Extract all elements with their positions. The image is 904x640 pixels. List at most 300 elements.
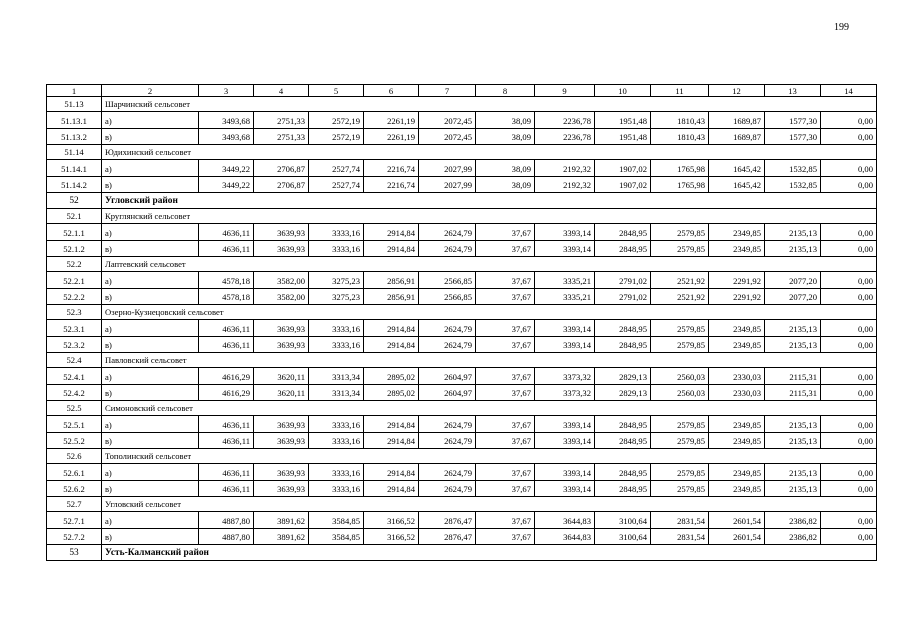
- value-cell: 2560,03: [651, 384, 709, 401]
- value-cell: 2848,95: [595, 432, 651, 449]
- value-cell: 2135,13: [765, 416, 821, 433]
- row-variant: в): [102, 336, 199, 353]
- row-code: 52.2: [47, 257, 102, 272]
- value-cell: 2330,03: [709, 384, 765, 401]
- value-cell: 3335,21: [535, 288, 595, 305]
- table-row: [47, 112, 877, 129]
- row-variant: в): [102, 384, 199, 401]
- value-cell: 2386,82: [765, 528, 821, 545]
- value-cell: 3275,23: [309, 272, 364, 289]
- value-cell: 3639,93: [254, 320, 309, 337]
- value-cell: 2192,32: [535, 160, 595, 177]
- table-row: [47, 528, 877, 545]
- value-cell: 2856,91: [364, 272, 419, 289]
- value-cell: 37,67: [476, 240, 535, 257]
- value-cell: 2604,97: [419, 384, 476, 401]
- value-cell: 3373,32: [535, 368, 595, 385]
- value-cell: 0,00: [821, 288, 877, 305]
- value-cell: 2624,79: [419, 240, 476, 257]
- value-cell: 37,67: [476, 512, 535, 529]
- value-cell: 0,00: [821, 240, 877, 257]
- settlement-name: Юдихинский сельсовет: [102, 145, 877, 160]
- value-cell: 2566,85: [419, 272, 476, 289]
- table-row: [47, 432, 877, 449]
- value-cell: 3333,16: [309, 320, 364, 337]
- value-cell: 2349,85: [709, 320, 765, 337]
- value-cell: 4616,29: [199, 368, 254, 385]
- value-cell: 3166,52: [364, 512, 419, 529]
- value-cell: 2572,19: [309, 112, 364, 129]
- row-code: 53: [47, 545, 102, 561]
- value-cell: 1951,48: [595, 128, 651, 145]
- header-cell: 8: [476, 85, 535, 97]
- value-cell: 4887,80: [199, 528, 254, 545]
- value-cell: 3449,22: [199, 176, 254, 193]
- value-cell: 2848,95: [595, 416, 651, 433]
- value-cell: 1951,48: [595, 112, 651, 129]
- value-cell: 37,67: [476, 320, 535, 337]
- value-cell: 1645,42: [709, 176, 765, 193]
- row-variant: в): [102, 128, 199, 145]
- row-code: 51.14.2: [47, 176, 102, 193]
- value-cell: 1810,43: [651, 128, 709, 145]
- value-cell: 3582,00: [254, 288, 309, 305]
- value-cell: 2601,54: [709, 528, 765, 545]
- row-code: 52.3.1: [47, 320, 102, 337]
- value-cell: 2848,95: [595, 224, 651, 241]
- value-cell: 3333,16: [309, 416, 364, 433]
- value-cell: 3620,11: [254, 384, 309, 401]
- value-cell: 2579,85: [651, 480, 709, 497]
- value-cell: 2349,85: [709, 416, 765, 433]
- value-cell: 2914,84: [364, 432, 419, 449]
- row-variant: а): [102, 512, 199, 529]
- value-cell: 4578,18: [199, 288, 254, 305]
- page-number: 199: [834, 22, 849, 33]
- value-cell: 2624,79: [419, 432, 476, 449]
- table-row: [47, 384, 877, 401]
- value-cell: 0,00: [821, 128, 877, 145]
- value-cell: 3493,68: [199, 112, 254, 129]
- value-cell: 2706,87: [254, 160, 309, 177]
- header-cell: 1: [47, 85, 102, 97]
- value-cell: 3620,11: [254, 368, 309, 385]
- table-row: [47, 416, 877, 433]
- section-row: [47, 97, 877, 112]
- value-cell: 3333,16: [309, 432, 364, 449]
- value-cell: 2791,02: [595, 272, 651, 289]
- table-row: [47, 512, 877, 529]
- row-code: 52.3: [47, 305, 102, 320]
- row-variant: в): [102, 432, 199, 449]
- value-cell: 37,67: [476, 528, 535, 545]
- value-cell: 4636,11: [199, 464, 254, 481]
- value-cell: 2579,85: [651, 432, 709, 449]
- value-cell: 2236,78: [535, 128, 595, 145]
- value-cell: 2135,13: [765, 224, 821, 241]
- value-cell: 2521,92: [651, 272, 709, 289]
- value-cell: 2349,85: [709, 240, 765, 257]
- table-row: [47, 176, 877, 193]
- value-cell: 2848,95: [595, 240, 651, 257]
- table-row: [47, 240, 877, 257]
- district-row: [47, 545, 877, 561]
- row-variant: а): [102, 464, 199, 481]
- row-code: 51.14: [47, 145, 102, 160]
- row-code: 52.7: [47, 497, 102, 512]
- row-code: 51.13: [47, 97, 102, 112]
- table-row: [47, 480, 877, 497]
- value-cell: 2876,47: [419, 528, 476, 545]
- value-cell: 1577,30: [765, 112, 821, 129]
- row-code: 52.7.1: [47, 512, 102, 529]
- value-cell: 4636,11: [199, 336, 254, 353]
- row-variant: в): [102, 288, 199, 305]
- value-cell: 3333,16: [309, 336, 364, 353]
- value-cell: 2791,02: [595, 288, 651, 305]
- settlement-name: Симоновский сельсовет: [102, 401, 877, 416]
- value-cell: 2895,02: [364, 368, 419, 385]
- header-cell: 5: [309, 85, 364, 97]
- row-variant: а): [102, 320, 199, 337]
- header-cell: 2: [102, 85, 199, 97]
- value-cell: 0,00: [821, 368, 877, 385]
- row-code: 52.1: [47, 209, 102, 224]
- value-cell: 2848,95: [595, 480, 651, 497]
- row-code: 52.4: [47, 353, 102, 368]
- value-cell: 4636,11: [199, 240, 254, 257]
- section-row: [47, 209, 877, 224]
- value-cell: 2914,84: [364, 416, 419, 433]
- value-cell: 2216,74: [364, 160, 419, 177]
- value-cell: 4887,80: [199, 512, 254, 529]
- row-variant: а): [102, 416, 199, 433]
- value-cell: 2579,85: [651, 336, 709, 353]
- value-cell: 2349,85: [709, 480, 765, 497]
- row-variant: в): [102, 480, 199, 497]
- value-cell: 4636,11: [199, 416, 254, 433]
- value-cell: 1532,85: [765, 176, 821, 193]
- value-cell: 2624,79: [419, 464, 476, 481]
- row-variant: а): [102, 224, 199, 241]
- header-cell: 3: [199, 85, 254, 97]
- row-code: 52.6.2: [47, 480, 102, 497]
- value-cell: 2914,84: [364, 336, 419, 353]
- value-cell: 3100,64: [595, 512, 651, 529]
- value-cell: 3393,14: [535, 416, 595, 433]
- header-cell: 9: [535, 85, 595, 97]
- section-row: [47, 449, 877, 464]
- value-cell: 3584,85: [309, 512, 364, 529]
- value-cell: 3644,83: [535, 528, 595, 545]
- value-cell: 2077,20: [765, 272, 821, 289]
- value-cell: 0,00: [821, 320, 877, 337]
- settlement-name: Лаптевский сельсовет: [102, 257, 877, 272]
- header-cell: 10: [595, 85, 651, 97]
- value-cell: 2848,95: [595, 336, 651, 353]
- value-cell: 2135,13: [765, 336, 821, 353]
- value-cell: 3393,14: [535, 240, 595, 257]
- value-cell: 37,67: [476, 368, 535, 385]
- value-cell: 2751,33: [254, 112, 309, 129]
- value-cell: 2895,02: [364, 384, 419, 401]
- value-cell: 0,00: [821, 176, 877, 193]
- header-cell: 4: [254, 85, 309, 97]
- tariff-table: [46, 84, 877, 561]
- settlement-name: Угловский сельсовет: [102, 497, 877, 512]
- value-cell: 2135,13: [765, 432, 821, 449]
- value-cell: 3891,62: [254, 528, 309, 545]
- section-row: [47, 401, 877, 416]
- value-cell: 1810,43: [651, 112, 709, 129]
- value-cell: 2027,99: [419, 176, 476, 193]
- value-cell: 0,00: [821, 384, 877, 401]
- value-cell: 2192,32: [535, 176, 595, 193]
- value-cell: 3333,16: [309, 464, 364, 481]
- row-variant: в): [102, 240, 199, 257]
- row-variant: а): [102, 272, 199, 289]
- value-cell: 3639,93: [254, 480, 309, 497]
- header-cell: 14: [821, 85, 877, 97]
- value-cell: 2914,84: [364, 320, 419, 337]
- value-cell: 3493,68: [199, 128, 254, 145]
- value-cell: 3275,23: [309, 288, 364, 305]
- value-cell: 3644,83: [535, 512, 595, 529]
- row-code: 51.14.1: [47, 160, 102, 177]
- section-row: [47, 145, 877, 160]
- value-cell: 2624,79: [419, 480, 476, 497]
- value-cell: 38,09: [476, 112, 535, 129]
- value-cell: 0,00: [821, 336, 877, 353]
- district-name: Угловский район: [102, 193, 877, 209]
- value-cell: 2115,31: [765, 384, 821, 401]
- row-code: 52.5.1: [47, 416, 102, 433]
- row-code: 52.1.1: [47, 224, 102, 241]
- value-cell: 1577,30: [765, 128, 821, 145]
- value-cell: 2856,91: [364, 288, 419, 305]
- value-cell: 1689,87: [709, 112, 765, 129]
- value-cell: 2751,33: [254, 128, 309, 145]
- value-cell: 3639,93: [254, 224, 309, 241]
- row-code: 52.5.2: [47, 432, 102, 449]
- value-cell: 3639,93: [254, 240, 309, 257]
- value-cell: 37,67: [476, 272, 535, 289]
- settlement-name: Круглянский сельсовет: [102, 209, 877, 224]
- value-cell: 0,00: [821, 480, 877, 497]
- value-cell: 3584,85: [309, 528, 364, 545]
- row-variant: а): [102, 368, 199, 385]
- value-cell: 3582,00: [254, 272, 309, 289]
- value-cell: 0,00: [821, 432, 877, 449]
- row-variant: а): [102, 160, 199, 177]
- row-code: 52.5: [47, 401, 102, 416]
- row-code: 51.13.2: [47, 128, 102, 145]
- settlement-name: Тополинский сельсовет: [102, 449, 877, 464]
- value-cell: 2291,92: [709, 272, 765, 289]
- value-cell: 2261,19: [364, 128, 419, 145]
- value-cell: 37,67: [476, 288, 535, 305]
- value-cell: 0,00: [821, 272, 877, 289]
- value-cell: 3891,62: [254, 512, 309, 529]
- value-cell: 3393,14: [535, 464, 595, 481]
- value-cell: 0,00: [821, 512, 877, 529]
- value-cell: 2349,85: [709, 464, 765, 481]
- table-row: [47, 464, 877, 481]
- value-cell: 2914,84: [364, 224, 419, 241]
- value-cell: 38,09: [476, 160, 535, 177]
- value-cell: 3313,34: [309, 384, 364, 401]
- value-cell: 3333,16: [309, 240, 364, 257]
- row-code: 52.2.2: [47, 288, 102, 305]
- table-row: [47, 336, 877, 353]
- value-cell: 4636,11: [199, 320, 254, 337]
- value-cell: 2829,13: [595, 368, 651, 385]
- value-cell: 4636,11: [199, 432, 254, 449]
- value-cell: 2579,85: [651, 240, 709, 257]
- value-cell: 2624,79: [419, 416, 476, 433]
- value-cell: 2072,45: [419, 128, 476, 145]
- row-code: 51.13.1: [47, 112, 102, 129]
- value-cell: 3393,14: [535, 336, 595, 353]
- value-cell: 2115,31: [765, 368, 821, 385]
- value-cell: 0,00: [821, 160, 877, 177]
- value-cell: 37,67: [476, 384, 535, 401]
- value-cell: 3313,34: [309, 368, 364, 385]
- value-cell: 3639,93: [254, 432, 309, 449]
- value-cell: 3373,32: [535, 384, 595, 401]
- value-cell: 2135,13: [765, 320, 821, 337]
- section-row: [47, 353, 877, 368]
- value-cell: 2579,85: [651, 464, 709, 481]
- table-row: [47, 368, 877, 385]
- value-cell: 3393,14: [535, 432, 595, 449]
- table-row: [47, 160, 877, 177]
- value-cell: 38,09: [476, 128, 535, 145]
- value-cell: 4636,11: [199, 224, 254, 241]
- value-cell: 2527,74: [309, 176, 364, 193]
- value-cell: 0,00: [821, 416, 877, 433]
- value-cell: 2914,84: [364, 480, 419, 497]
- header-cell: 11: [651, 85, 709, 97]
- value-cell: 3100,64: [595, 528, 651, 545]
- table-row: [47, 272, 877, 289]
- value-cell: 2349,85: [709, 224, 765, 241]
- value-cell: 2848,95: [595, 320, 651, 337]
- value-cell: 3639,93: [254, 464, 309, 481]
- value-cell: 2560,03: [651, 368, 709, 385]
- value-cell: 4578,18: [199, 272, 254, 289]
- value-cell: 2330,03: [709, 368, 765, 385]
- value-cell: 0,00: [821, 112, 877, 129]
- row-code: 52.6.1: [47, 464, 102, 481]
- value-cell: 3393,14: [535, 224, 595, 241]
- value-cell: 2914,84: [364, 240, 419, 257]
- value-cell: 2027,99: [419, 160, 476, 177]
- value-cell: 2876,47: [419, 512, 476, 529]
- row-variant: в): [102, 528, 199, 545]
- value-cell: 2291,92: [709, 288, 765, 305]
- value-cell: 2601,54: [709, 512, 765, 529]
- value-cell: 37,67: [476, 416, 535, 433]
- value-cell: 2831,54: [651, 512, 709, 529]
- table-row: [47, 128, 877, 145]
- value-cell: 38,09: [476, 176, 535, 193]
- value-cell: 2349,85: [709, 432, 765, 449]
- value-cell: 2216,74: [364, 176, 419, 193]
- header-cell: 13: [765, 85, 821, 97]
- section-row: [47, 257, 877, 272]
- value-cell: 3639,93: [254, 416, 309, 433]
- row-code: 52.7.2: [47, 528, 102, 545]
- settlement-name: Озерно-Кузнецовский сельсовет: [102, 305, 877, 320]
- value-cell: 2579,85: [651, 416, 709, 433]
- settlement-name: Павловский сельсовет: [102, 353, 877, 368]
- value-cell: 1689,87: [709, 128, 765, 145]
- value-cell: 37,67: [476, 464, 535, 481]
- value-cell: 3639,93: [254, 336, 309, 353]
- value-cell: 1765,98: [651, 160, 709, 177]
- table-row: [47, 224, 877, 241]
- section-row: [47, 497, 877, 512]
- value-cell: 3166,52: [364, 528, 419, 545]
- value-cell: 37,67: [476, 224, 535, 241]
- row-code: 52.3.2: [47, 336, 102, 353]
- value-cell: 1765,98: [651, 176, 709, 193]
- value-cell: 1907,02: [595, 160, 651, 177]
- value-cell: 3335,21: [535, 272, 595, 289]
- value-cell: 2135,13: [765, 464, 821, 481]
- value-cell: 37,67: [476, 432, 535, 449]
- header-cell: 6: [364, 85, 419, 97]
- row-variant: в): [102, 176, 199, 193]
- value-cell: 2848,95: [595, 464, 651, 481]
- table-body: [47, 85, 877, 561]
- header-cell: 12: [709, 85, 765, 97]
- value-cell: 2386,82: [765, 512, 821, 529]
- value-cell: 4636,11: [199, 480, 254, 497]
- header-cell: 7: [419, 85, 476, 97]
- table-row: [47, 288, 877, 305]
- row-code: 52.4.2: [47, 384, 102, 401]
- value-cell: 2831,54: [651, 528, 709, 545]
- value-cell: 4616,29: [199, 384, 254, 401]
- value-cell: 0,00: [821, 464, 877, 481]
- value-cell: 2579,85: [651, 320, 709, 337]
- value-cell: 3333,16: [309, 224, 364, 241]
- value-cell: 3393,14: [535, 480, 595, 497]
- value-cell: 2624,79: [419, 336, 476, 353]
- value-cell: 3393,14: [535, 320, 595, 337]
- table-header-row: [47, 85, 877, 97]
- value-cell: 2349,85: [709, 336, 765, 353]
- value-cell: 2077,20: [765, 288, 821, 305]
- value-cell: 2914,84: [364, 464, 419, 481]
- row-code: 52.6: [47, 449, 102, 464]
- value-cell: 2135,13: [765, 240, 821, 257]
- district-row: [47, 193, 877, 209]
- value-cell: 2261,19: [364, 112, 419, 129]
- value-cell: 3449,22: [199, 160, 254, 177]
- table-row: [47, 320, 877, 337]
- row-variant: а): [102, 112, 199, 129]
- value-cell: 2572,19: [309, 128, 364, 145]
- value-cell: 2566,85: [419, 288, 476, 305]
- row-code: 52.4.1: [47, 368, 102, 385]
- row-code: 52.2.1: [47, 272, 102, 289]
- value-cell: 3333,16: [309, 480, 364, 497]
- value-cell: 2624,79: [419, 224, 476, 241]
- value-cell: 37,67: [476, 336, 535, 353]
